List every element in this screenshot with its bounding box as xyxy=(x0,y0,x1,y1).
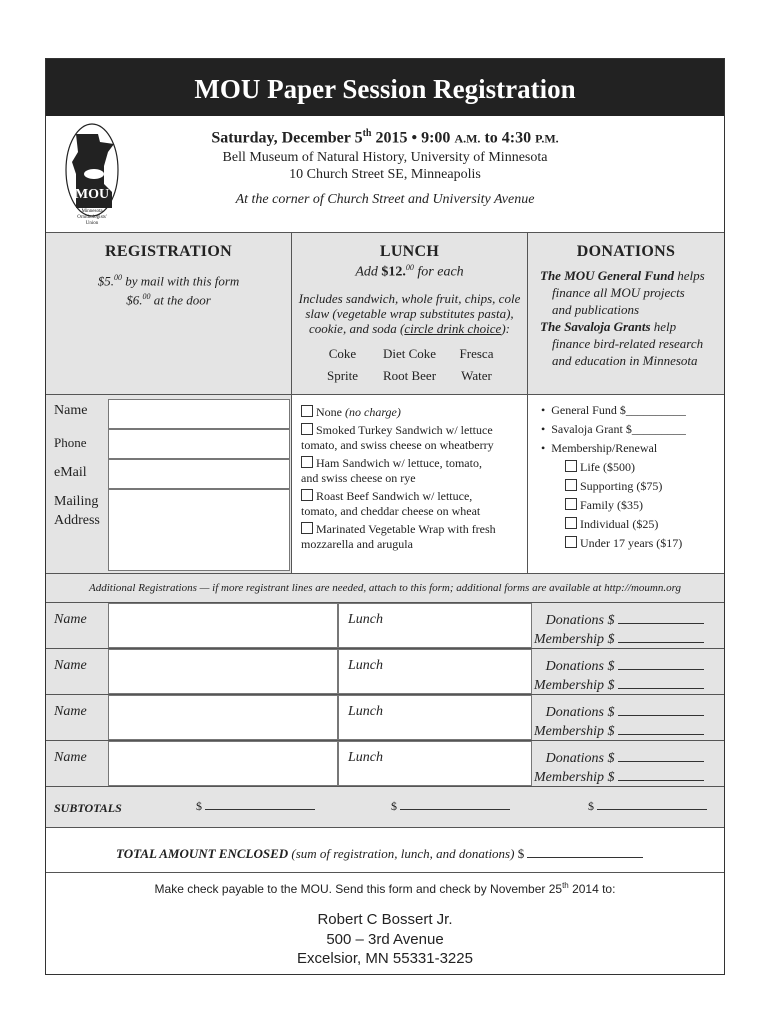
row-donation-fields[interactable]: Donations $ Membership $ xyxy=(534,703,704,741)
drink-choices xyxy=(292,346,527,384)
drink-option[interactable]: Coke xyxy=(328,345,357,361)
form-title: MOU Paper Session Registration xyxy=(46,59,724,116)
donations-description: The MOU General Fund helps finance all MOU projects and publications The Savaloja Grants help finance bird-related research and education in Minnesota xyxy=(540,268,705,368)
membership-level[interactable]: Individual ($25) xyxy=(541,515,724,534)
row-donation-fields[interactable]: Donations $ Membership $ xyxy=(534,749,704,787)
registrant-row xyxy=(46,603,724,649)
row-name-input[interactable] xyxy=(108,695,338,740)
logo-text: MOU xyxy=(74,187,110,202)
event-venue: Bell Museum of Natural History, University of Minnesota xyxy=(222,150,548,165)
membership-level[interactable]: Family ($35) xyxy=(541,496,724,515)
checkbox-icon[interactable] xyxy=(301,405,313,417)
lunch-option-beef[interactable]: Roast Beef Sandwich w/ lettuce, tomato, and cheddar cheese on wheat xyxy=(301,489,481,518)
donations-column xyxy=(528,232,724,395)
mailing-street: 500 – 3rd Avenue xyxy=(326,931,444,948)
logo-sub3: Union xyxy=(85,221,99,226)
membership-level[interactable]: Life ($500) xyxy=(541,458,724,477)
subtotal-registration[interactable]: $ xyxy=(196,799,315,814)
registrant-row xyxy=(46,741,724,787)
phone-label: Phone xyxy=(54,435,87,450)
mailing-address-input[interactable] xyxy=(108,489,290,571)
checkbox-icon[interactable] xyxy=(301,423,313,435)
row-name-input[interactable] xyxy=(108,741,338,786)
donations-heading: DONATIONS xyxy=(576,243,676,260)
row-name-label: Name xyxy=(54,612,87,627)
mailing-label: Mailing xyxy=(54,494,99,509)
row-lunch-label: Lunch xyxy=(348,658,383,673)
lunch-heading: LUNCH xyxy=(379,243,440,260)
checkbox-icon[interactable] xyxy=(301,456,313,468)
registration-form xyxy=(45,58,725,975)
row-name-label: Name xyxy=(54,704,87,719)
row-lunch-label: Lunch xyxy=(348,612,383,627)
subtotal-lunch[interactable]: $ xyxy=(391,799,510,814)
checkbox-icon[interactable] xyxy=(565,460,577,472)
row-lunch-label: Lunch xyxy=(348,704,383,719)
mailing-name: Robert C Bossert Jr. xyxy=(317,911,453,928)
drink-option[interactable]: Diet Coke xyxy=(382,345,437,361)
event-corner: At the corner of Church Street and University Avenue xyxy=(235,192,535,207)
door-price: $6.00 at the door xyxy=(126,292,211,308)
row-donation-fields[interactable]: Donations $ Membership $ xyxy=(534,611,704,649)
lunch-options xyxy=(293,395,528,573)
lunch-description: Includes sandwich, whole fruit, chips, cole slaw (vegetable wrap substitutes pasta), cookie, and soda (circle drink choice): xyxy=(298,290,521,336)
lunch-option-veg[interactable]: Marinated Vegetable Wrap with fresh mozzarella and arugula xyxy=(301,522,496,551)
row-name-input[interactable] xyxy=(108,603,338,648)
lunch-option-none[interactable]: None (no charge) xyxy=(301,405,527,420)
membership-level[interactable]: Supporting ($75) xyxy=(541,477,724,496)
checkbox-icon[interactable] xyxy=(565,517,577,529)
payable-note: Make check payable to the MOU. Send this form and check by November 25th 2014 to: xyxy=(154,881,616,896)
checkbox-icon[interactable] xyxy=(301,522,313,534)
subtotals-label: SUBTOTALS xyxy=(54,801,122,815)
drink-option[interactable]: Root Beer xyxy=(382,367,437,383)
row-name-input[interactable] xyxy=(108,649,338,694)
drink-option[interactable]: Sprite xyxy=(326,367,359,383)
mail-price: $5.00 by mail with this form xyxy=(97,273,240,289)
email-input[interactable] xyxy=(108,459,290,489)
mailing-city: Excelsior, MN 55331-3225 xyxy=(297,950,473,967)
row-name-label: Name xyxy=(54,658,87,673)
checkbox-icon[interactable] xyxy=(565,479,577,491)
checkbox-icon[interactable] xyxy=(301,489,313,501)
email-label: eMail xyxy=(54,465,87,480)
row-lunch-label: Lunch xyxy=(348,750,383,765)
name-input[interactable] xyxy=(108,399,290,429)
checkbox-icon[interactable] xyxy=(565,498,577,510)
additional-registrations-note: Additional Registrations — if more registrant lines are needed, attach to this form; additional forms are available at http://moumn.org xyxy=(46,573,724,603)
address-label: Address xyxy=(54,513,100,528)
membership-level[interactable]: Under 17 years ($17) xyxy=(541,534,724,553)
general-fund-field[interactable]: • General Fund $__________ xyxy=(541,403,686,417)
logo-sub1: Minnesota xyxy=(81,209,103,214)
name-label: Name xyxy=(54,403,88,418)
registrant-row xyxy=(46,695,724,741)
savaloja-grant-field[interactable]: • Savaloja Grant $_________ xyxy=(541,422,686,436)
contact-fields xyxy=(46,395,292,573)
logo-sub2: Ornithologists' xyxy=(77,215,107,220)
phone-input[interactable] xyxy=(108,429,290,459)
drink-option[interactable]: Water xyxy=(461,367,492,383)
registration-heading: REGISTRATION xyxy=(105,243,232,260)
row-donation-fields[interactable]: Donations $ Membership $ xyxy=(534,657,704,695)
drink-option[interactable]: Fresca xyxy=(459,345,494,361)
event-street: 10 Church Street SE, Minneapolis xyxy=(289,167,481,182)
lunch-option-turkey[interactable]: Smoked Turkey Sandwich w/ lettuce tomato, and swiss cheese on wheatberry xyxy=(301,423,494,452)
row-name-label: Name xyxy=(54,750,87,765)
membership-renewal: • Membership/Renewal xyxy=(541,441,658,455)
total-row xyxy=(46,828,724,873)
lunch-column xyxy=(292,232,528,395)
lunch-price: Add $12.00 for each xyxy=(355,263,464,280)
subtotal-donations[interactable]: $ xyxy=(588,799,707,814)
total-amount-field[interactable]: TOTAL AMOUNT ENCLOSED (sum of registration, lunch, and donations) $ xyxy=(116,846,643,862)
donation-options xyxy=(529,395,724,573)
registration-column xyxy=(46,232,292,395)
lunch-option-ham[interactable]: Ham Sandwich w/ lettuce, tomato, and swiss cheese on rye xyxy=(301,456,482,485)
registrant-row xyxy=(46,649,724,695)
checkbox-icon[interactable] xyxy=(565,536,577,548)
event-date: Saturday, December 5th 2015 • 9:00 A.M. to 4:30 P.M. xyxy=(211,128,559,147)
subtotals-row xyxy=(46,787,724,828)
